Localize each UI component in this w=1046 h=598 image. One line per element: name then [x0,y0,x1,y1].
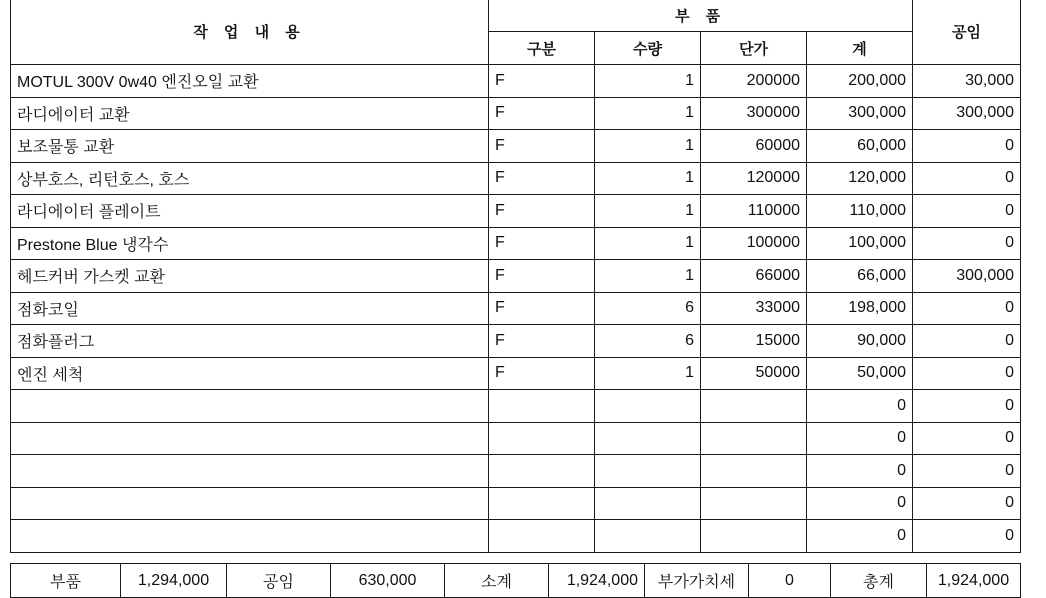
item-unit-price: 15000 [701,325,807,358]
item-category [489,455,595,488]
item-quantity: 1 [595,357,701,390]
item-category [489,422,595,455]
summary-labor-value: 630,000 [331,564,445,598]
header-work-description: 작 업 내 용 [11,0,489,65]
item-labor: 30,000 [913,65,1021,98]
item-description: 점화플러그 [11,325,489,358]
item-quantity [595,422,701,455]
item-quantity: 1 [595,260,701,293]
item-labor: 0 [913,422,1021,455]
item-unit-price [701,390,807,423]
summary-labor-label: 공임 [227,564,331,598]
item-category: F [489,65,595,98]
item-unit-price [701,422,807,455]
item-quantity: 1 [595,162,701,195]
item-description [11,487,489,520]
summary-table [10,563,1021,598]
item-unit-price: 50000 [701,357,807,390]
table-row [11,260,1021,293]
item-unit-price: 60000 [701,130,807,163]
item-total: 0 [807,520,913,553]
item-quantity [595,487,701,520]
item-total: 198,000 [807,292,913,325]
item-category: F [489,97,595,130]
item-description: 라디에이터 교환 [11,97,489,130]
table-row [11,292,1021,325]
table-row [11,390,1021,423]
item-quantity [595,520,701,553]
item-labor: 0 [913,357,1021,390]
item-description: 라디에이터 플레이트 [11,195,489,228]
header-unit-price: 단가 [701,32,807,65]
item-category [489,520,595,553]
item-category: F [489,292,595,325]
summary-vat-value: 0 [749,564,831,598]
item-quantity: 1 [595,130,701,163]
item-total: 50,000 [807,357,913,390]
table-row [11,195,1021,228]
item-unit-price [701,520,807,553]
item-description: MOTUL 300V 0w40 엔진오일 교환 [11,65,489,98]
item-category: F [489,130,595,163]
item-description: 보조물통 교환 [11,130,489,163]
item-unit-price: 120000 [701,162,807,195]
table-row [11,97,1021,130]
item-unit-price [701,487,807,520]
repair-items-table [10,0,1021,553]
item-labor: 0 [913,325,1021,358]
summary-vat-label: 부가가치세 [645,564,749,598]
table-row [11,130,1021,163]
item-total: 110,000 [807,195,913,228]
header-category: 구분 [489,32,595,65]
item-description [11,422,489,455]
item-total: 300,000 [807,97,913,130]
item-total: 0 [807,422,913,455]
item-category [489,390,595,423]
item-unit-price [701,455,807,488]
item-labor: 0 [913,390,1021,423]
item-rows [11,65,1021,553]
table-row [11,227,1021,260]
item-total: 200,000 [807,65,913,98]
header-total: 계 [807,32,913,65]
item-category: F [489,162,595,195]
summary-parts-value: 1,294,000 [121,564,227,598]
item-labor: 300,000 [913,260,1021,293]
item-quantity: 6 [595,292,701,325]
item-quantity: 1 [595,65,701,98]
item-category: F [489,357,595,390]
item-quantity: 1 [595,227,701,260]
item-category: F [489,325,595,358]
table-row [11,422,1021,455]
item-description: 헤드커버 가스켓 교환 [11,260,489,293]
item-unit-price: 300000 [701,97,807,130]
item-quantity [595,455,701,488]
table-row [11,65,1021,98]
item-description: 엔진 세척 [11,357,489,390]
item-total: 0 [807,455,913,488]
header-parts: 부 품 [489,0,913,32]
item-quantity: 1 [595,97,701,130]
item-category: F [489,195,595,228]
table-row [11,520,1021,553]
item-labor: 0 [913,195,1021,228]
header-quantity: 수량 [595,32,701,65]
item-total: 100,000 [807,227,913,260]
item-unit-price: 200000 [701,65,807,98]
item-total: 66,000 [807,260,913,293]
item-description [11,455,489,488]
summary-subtotal-label: 소계 [445,564,549,598]
summary-parts-label: 부품 [11,564,121,598]
summary-grand-total-value: 1,924,000 [927,564,1021,598]
item-labor: 0 [913,227,1021,260]
item-total: 120,000 [807,162,913,195]
item-labor: 0 [913,455,1021,488]
item-total: 90,000 [807,325,913,358]
item-description [11,520,489,553]
item-description [11,390,489,423]
table-row [11,357,1021,390]
item-total: 0 [807,487,913,520]
item-total: 0 [807,390,913,423]
item-labor: 0 [913,130,1021,163]
header-labor: 공임 [913,0,1021,65]
summary-subtotal-value: 1,924,000 [549,564,645,598]
table-row [11,162,1021,195]
item-unit-price: 100000 [701,227,807,260]
table-row [11,487,1021,520]
item-labor: 300,000 [913,97,1021,130]
item-category [489,487,595,520]
item-unit-price: 66000 [701,260,807,293]
item-total: 60,000 [807,130,913,163]
item-description: Prestone Blue 냉각수 [11,227,489,260]
item-quantity: 1 [595,195,701,228]
table-row [11,325,1021,358]
item-unit-price: 110000 [701,195,807,228]
item-labor: 0 [913,487,1021,520]
item-labor: 0 [913,292,1021,325]
item-unit-price: 33000 [701,292,807,325]
table-row [11,455,1021,488]
item-quantity [595,390,701,423]
item-category: F [489,260,595,293]
item-quantity: 6 [595,325,701,358]
item-description: 상부호스, 리턴호스, 호스 [11,162,489,195]
item-category: F [489,227,595,260]
item-description: 점화코일 [11,292,489,325]
item-labor: 0 [913,520,1021,553]
summary-grand-total-label: 총계 [831,564,927,598]
item-labor: 0 [913,162,1021,195]
